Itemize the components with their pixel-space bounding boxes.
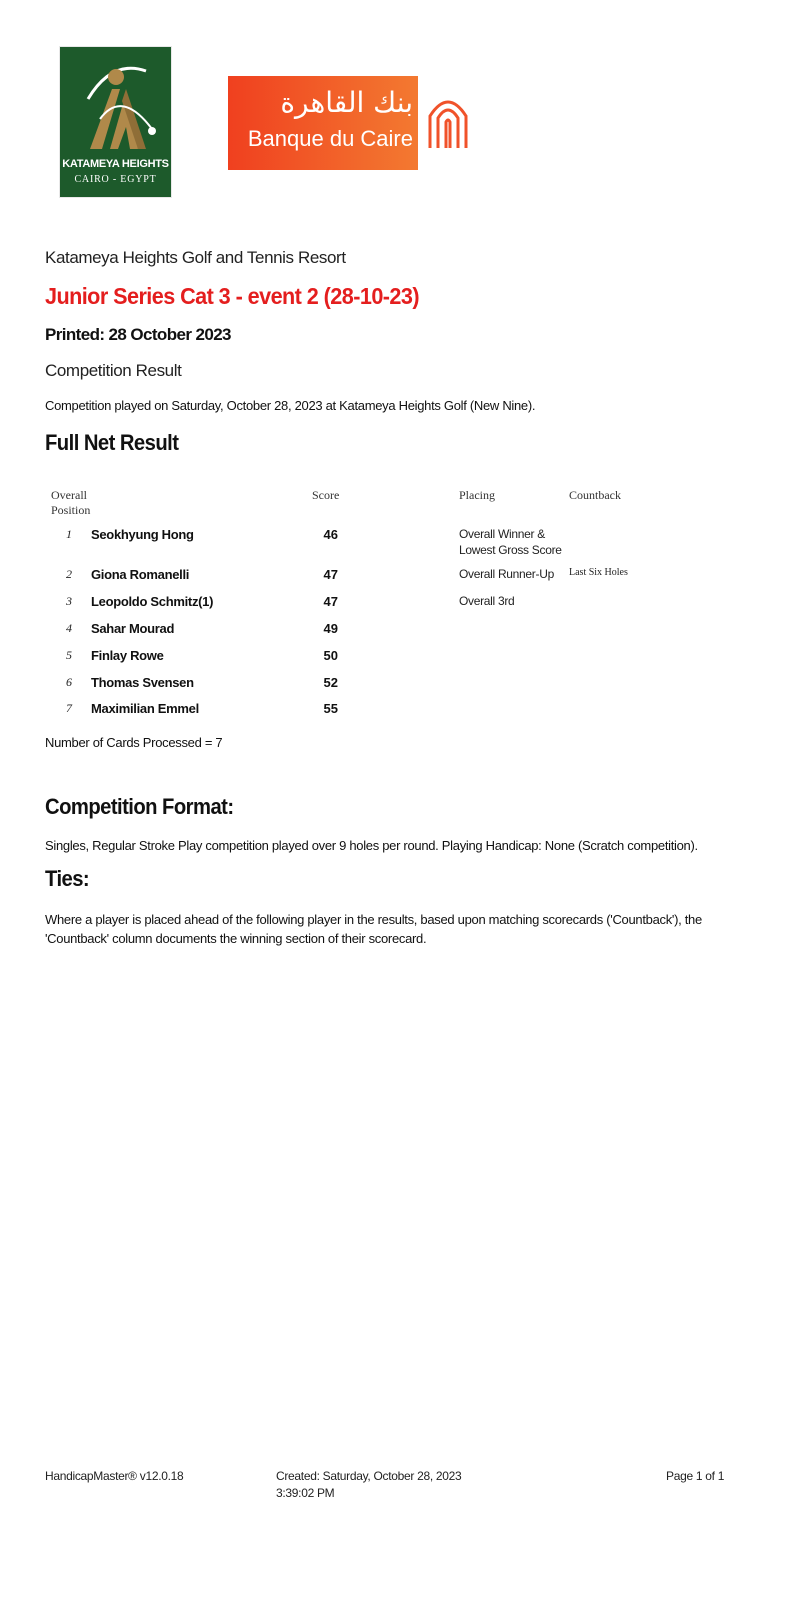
format-heading: Competition Format:	[45, 794, 234, 819]
bank-name-arabic: بنك القاهرة	[280, 86, 413, 119]
col-header-position: Overall Position	[51, 488, 91, 517]
row-player-name: Thomas Svensen	[91, 675, 194, 690]
bank-emblem	[418, 76, 478, 170]
arch-emblem-icon	[418, 76, 478, 170]
logo-line-2: CAIRO - EGYPT	[74, 174, 157, 185]
row-score: 52	[323, 675, 338, 690]
printed-date: Printed: 28 October 2023	[45, 325, 231, 344]
cards-processed: Number of Cards Processed = 7	[45, 735, 223, 750]
resort-name: Katameya Heights Golf and Tennis Resort	[45, 248, 346, 267]
format-description: Singles, Regular Stroke Play competition played over 9 holes per round. Playing Handicap: None (Scratch competition).	[45, 838, 698, 853]
row-score: 47	[323, 594, 338, 609]
row-player-name: Maximilian Emmel	[91, 701, 199, 716]
row-score: 46	[323, 527, 338, 542]
row-position: 2	[66, 567, 72, 581]
row-score: 49	[323, 621, 338, 636]
row-countback: Last Six Holes	[569, 567, 628, 578]
competition-title: Junior Series Cat 3 - event 2 (28-10-23)	[45, 283, 419, 309]
row-player-name: Giona Romanelli	[91, 567, 190, 582]
competition-played-line: Competition played on Saturday, October 28, 2023 at Katameya Heights Golf (New Nine).	[45, 398, 536, 413]
row-player-name: Finlay Rowe	[91, 648, 164, 663]
row-placing: Overall 3rd	[459, 594, 515, 608]
ties-heading: Ties:	[45, 866, 90, 891]
row-player-name: Sahar Mourad	[91, 621, 175, 636]
logo-line-1: KATAMEYA HEIGHTS	[62, 158, 169, 170]
footer-software: HandicapMaster® v12.0.18	[45, 1469, 184, 1483]
bank-name-french: Banque du Caire	[247, 126, 413, 151]
row-placing: Overall Runner-Up	[459, 567, 554, 581]
footer-page: Page 1 of 1	[666, 1469, 725, 1483]
col-header-countback: Countback	[569, 488, 621, 502]
row-position: 4	[66, 621, 72, 635]
row-position: 3	[66, 594, 72, 608]
row-position: 1	[66, 527, 72, 541]
row-position: 5	[66, 648, 72, 662]
row-player-name: Seokhyung Hong	[91, 527, 194, 542]
col-header-placing: Placing	[459, 488, 495, 502]
row-score: 55	[323, 701, 338, 716]
row-placing: Overall Winner & Lowest Gross Score	[459, 527, 562, 557]
ties-description: Where a player is placed ahead of the following player in the results, based upon matching scorecards ('Countback'), the 'Countback' column documents the winning section of their scorecard.	[45, 912, 702, 946]
row-position: 7	[66, 701, 72, 715]
section-subtitle: Competition Result	[45, 361, 182, 380]
footer-created: Created: Saturday, October 28, 2023 3:39:02 PM	[276, 1469, 462, 1500]
katameya-heights-logo	[60, 47, 171, 197]
row-score: 47	[323, 567, 338, 582]
row-position: 6	[66, 675, 72, 689]
golfer-emblem-icon	[60, 49, 171, 157]
results-heading: Full Net Result	[45, 430, 179, 455]
col-header-score: Score	[312, 488, 340, 502]
row-player-name: Leopoldo Schmitz(1)	[91, 594, 214, 609]
banque-du-caire-logo	[228, 76, 478, 170]
row-score: 50	[323, 648, 338, 663]
